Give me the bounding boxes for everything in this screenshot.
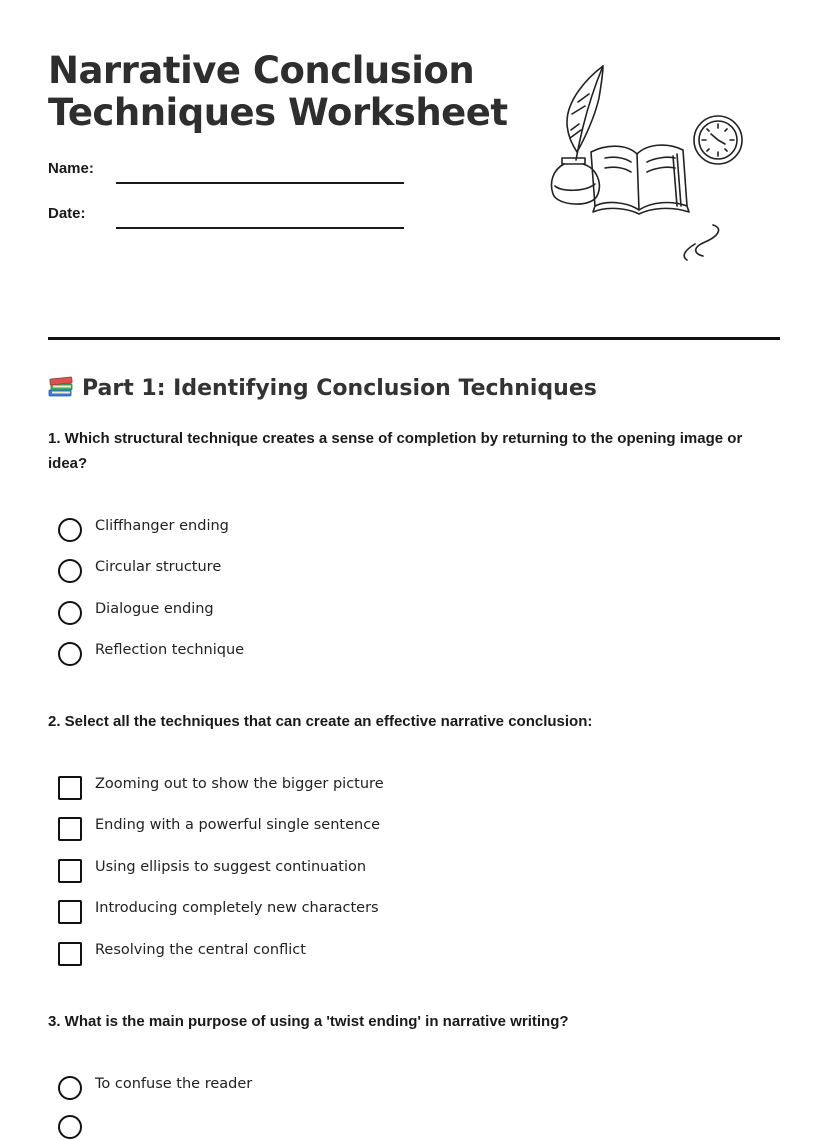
part-1-heading — [48, 374, 597, 401]
q1-option-4[interactable] — [58, 641, 558, 667]
radio-button[interactable] — [58, 518, 82, 542]
checkbox[interactable] — [58, 776, 82, 800]
date-line[interactable] — [116, 227, 404, 229]
question-1-text: 1. Which structural technique creates a sense of completion by returning to the opening image or idea? — [48, 430, 743, 472]
q2-option-2[interactable] — [58, 816, 558, 842]
option-label: Circular structure — [95, 559, 222, 575]
quill-inkwell-book-clock-illustration — [545, 60, 750, 265]
question-3-text: 3. What is the main purpose of using a 'twist ending' in narrative writing? — [48, 1013, 569, 1030]
option-label: To confuse the reader — [95, 1076, 253, 1092]
checkbox[interactable] — [58, 817, 82, 841]
option-label: Cliffhanger ending — [95, 518, 229, 534]
option-label: Dialogue ending — [95, 601, 214, 617]
option-label: Introducing completely new characters — [95, 900, 379, 916]
radio-button[interactable] — [58, 559, 82, 583]
checkbox[interactable] — [58, 942, 82, 966]
option-label: Resolving the central conflict — [95, 942, 306, 958]
q2-option-5[interactable] — [58, 941, 558, 967]
date-label: Date: — [48, 205, 86, 222]
option-label: Using ellipsis to suggest continuation — [95, 859, 367, 875]
question-2-text: 2. Select all the techniques that can create an effective narrative conclusion: — [48, 713, 593, 730]
worksheet-title — [48, 50, 508, 134]
section-divider — [48, 337, 780, 340]
title-line-2: Techniques Worksheet — [48, 91, 508, 134]
checkbox[interactable] — [58, 859, 82, 883]
q1-option-3[interactable] — [58, 600, 558, 626]
q2-option-1[interactable] — [58, 775, 558, 801]
q2-option-4[interactable] — [58, 899, 558, 925]
radio-button[interactable] — [58, 1076, 82, 1100]
q1-option-1[interactable] — [58, 517, 558, 543]
name-label: Name: — [48, 160, 94, 177]
radio-button[interactable] — [58, 642, 82, 666]
option-label: Reflection technique — [95, 642, 245, 658]
checkbox[interactable] — [58, 900, 82, 924]
q1-option-2[interactable] — [58, 558, 558, 584]
option-label: Ending with a powerful single sentence — [95, 817, 381, 833]
name-line[interactable] — [116, 182, 404, 184]
books-icon — [48, 374, 74, 398]
part-1-heading-text: Part 1: Identifying Conclusion Techniques — [82, 376, 597, 401]
radio-button[interactable] — [58, 601, 82, 625]
q3-option-1[interactable] — [58, 1075, 558, 1101]
title-line-1: Narrative Conclusion — [48, 49, 475, 92]
radio-button[interactable] — [58, 1115, 82, 1139]
q2-option-3[interactable] — [58, 858, 558, 884]
option-label: Zooming out to show the bigger picture — [95, 776, 384, 792]
